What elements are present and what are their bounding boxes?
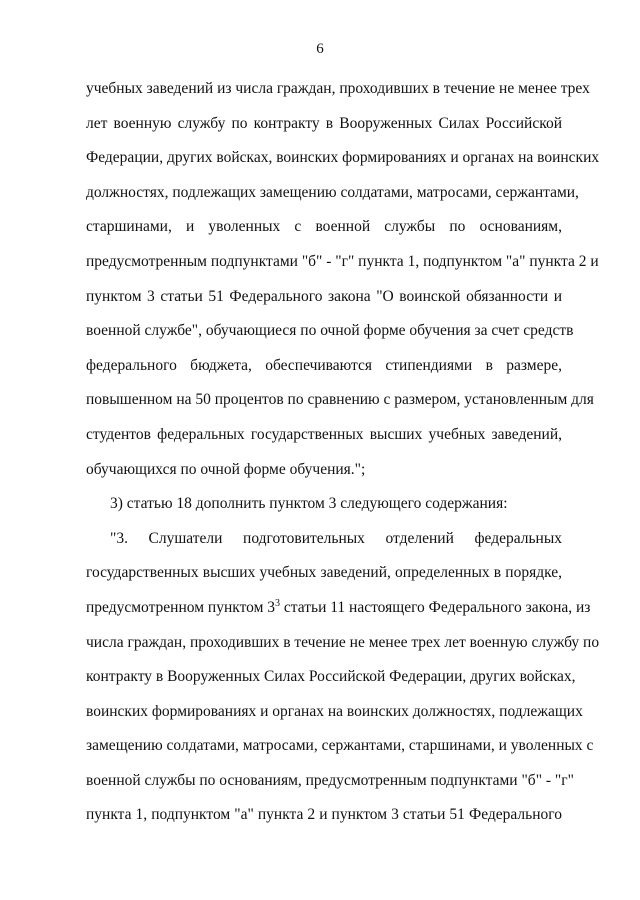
text-line: пункта 1, подпунктом "а" пункта 2 и пунктом 3 статьи 51 Федерального <box>86 806 562 824</box>
text-line: учебных заведений из числа граждан, проходивших в течение не менее трех <box>86 80 590 97</box>
paragraph-scholarship-provision <box>86 76 600 491</box>
text-line: студентов федеральных государственных высших учебных заведений, <box>86 425 562 443</box>
text-line: государственных высших учебных заведений, определенных в порядке, <box>86 564 562 582</box>
text-line: лет военную службу по контракту в Вооруженных Силах Российской <box>86 114 562 132</box>
paragraph-article-18-amendment: 3) статью 18 дополнить пунктом 3 следующего содержания: <box>110 495 508 513</box>
text-line: обучающихся по очной форме обучения."; <box>86 460 366 478</box>
text-line: пунктом 3 статьи 51 Федерального закона "О воинской обязанности и <box>86 287 562 305</box>
superscript: 3 <box>275 597 281 609</box>
text-line: числа граждан, проходивших в течение не менее трех лет военную службу по <box>86 633 600 651</box>
text-line: повышенном на 50 процентов по сравнению с размером, установленным для <box>86 391 594 409</box>
paragraph-clause-3 <box>86 526 600 837</box>
text-line: замещению солдатами, матросами, сержантами, старшинами, и уволенных с <box>86 737 594 755</box>
text-line: должностях, подлежащих замещению солдатами, матросами, сержантами, <box>86 183 579 201</box>
text-line: старшинами, и уволенных с военной службы по основаниям, <box>86 218 562 236</box>
page-number: 6 <box>316 41 324 57</box>
text-line: предусмотренным подпунктами "б" - "г" пункта 1, подпунктом "а" пункта 2 и <box>86 252 599 270</box>
text-line: военной службы по основаниям, предусмотренным подпунктами "б" - "г" <box>86 771 574 789</box>
text-line: воинских формированиях и органах на воинских должностях, подлежащих <box>86 702 583 720</box>
text-line: "3. Слушатели подготовительных отделений федеральных <box>110 529 562 547</box>
text-fragment: статьи 11 настоящего Федерального закона, из <box>280 598 591 616</box>
text-line: контракту в Вооруженных Силах Российской Федерации, других войсках, <box>86 668 576 686</box>
text-fragment: предусмотренном пунктом 3 <box>86 598 276 616</box>
text-line-with-superscript <box>86 595 591 630</box>
text-line: Федерации, других войсках, воинских формированиях и органах на воинских <box>86 149 600 167</box>
text-line: военной службе", обучающиеся по очной форме обучения за счет средств <box>86 322 574 340</box>
document-body <box>86 76 600 837</box>
text-line: федерального бюджета, обеспечиваются стипендиями в размере, <box>86 356 562 374</box>
